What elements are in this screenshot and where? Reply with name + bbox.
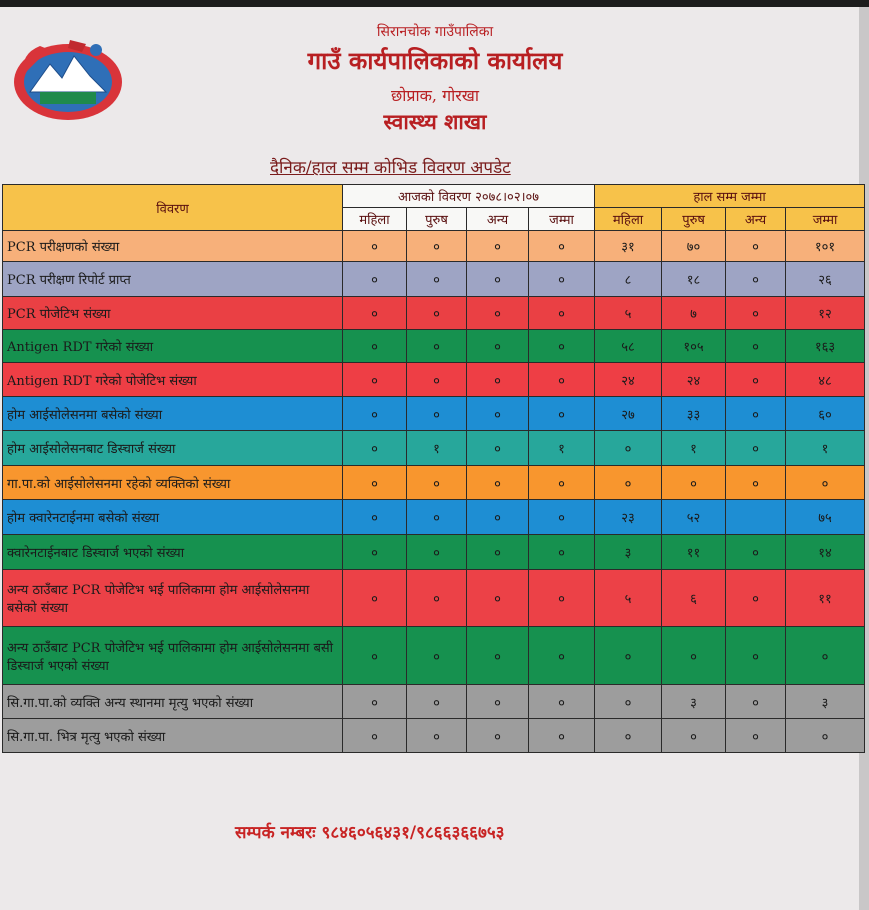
value-cell: १६३ bbox=[786, 330, 865, 363]
value-cell: ११ bbox=[662, 535, 726, 570]
value-cell: ० bbox=[343, 500, 407, 535]
value-cell: ० bbox=[595, 431, 662, 466]
value-cell: २४ bbox=[662, 363, 726, 397]
value-cell: ६० bbox=[786, 397, 865, 431]
value-cell: ० bbox=[343, 330, 407, 363]
value-cell: ० bbox=[407, 627, 467, 685]
value-cell: ० bbox=[343, 363, 407, 397]
group-header-today: आजको विवरण २०७८।०२।०७ bbox=[343, 185, 595, 208]
municipality-name: सिरानचोक गाउँपालिका bbox=[376, 24, 494, 40]
value-cell: ० bbox=[529, 297, 595, 330]
table-row bbox=[3, 535, 865, 570]
value-cell: ३३ bbox=[662, 397, 726, 431]
value-cell: १ bbox=[662, 431, 726, 466]
table-row bbox=[3, 330, 865, 363]
value-cell: ० bbox=[529, 330, 595, 363]
value-cell: ० bbox=[407, 719, 467, 753]
value-cell: ५८ bbox=[595, 330, 662, 363]
row-label: होम आईसोलेसनमा बसेको संख्या bbox=[3, 397, 343, 431]
document-title: दैनिक/हाल सम्म कोभिड विवरण अपडेट bbox=[270, 158, 511, 178]
covid-report-table bbox=[2, 184, 865, 753]
value-cell: ० bbox=[726, 719, 786, 753]
value-cell: १२ bbox=[786, 297, 865, 330]
office-header bbox=[240, 22, 630, 136]
value-cell: ० bbox=[407, 262, 467, 297]
value-cell: ० bbox=[407, 297, 467, 330]
row-label: सि.गा.पा.को व्यक्ति अन्य स्थानमा मृत्यु भएको संख्या bbox=[3, 685, 343, 719]
value-cell: ० bbox=[726, 431, 786, 466]
value-cell: ० bbox=[786, 719, 865, 753]
value-cell: ० bbox=[343, 297, 407, 330]
row-label: Antigen RDT गरेको पोजेटिभ संख्या bbox=[3, 363, 343, 397]
value-cell: ० bbox=[343, 570, 407, 627]
section-name: स्वास्थ्य शाखा bbox=[383, 109, 487, 134]
row-label: PCR परीक्षण रिपोर्ट प्राप्त bbox=[3, 262, 343, 297]
table-row bbox=[3, 431, 865, 466]
table-row bbox=[3, 397, 865, 431]
row-label: होम क्वारेनटाईनमा बसेको संख्या bbox=[3, 500, 343, 535]
value-cell: ११ bbox=[786, 570, 865, 627]
value-cell: ३१ bbox=[595, 231, 662, 262]
value-cell: ० bbox=[407, 570, 467, 627]
value-cell: ० bbox=[467, 330, 529, 363]
value-cell: ० bbox=[343, 685, 407, 719]
value-cell: ८ bbox=[595, 262, 662, 297]
table-row bbox=[3, 297, 865, 330]
value-cell: ० bbox=[529, 719, 595, 753]
value-cell: ० bbox=[467, 535, 529, 570]
value-cell: ० bbox=[467, 627, 529, 685]
value-cell: ० bbox=[786, 627, 865, 685]
value-cell: ० bbox=[529, 262, 595, 297]
value-cell: ० bbox=[343, 466, 407, 500]
row-label: अन्य ठाउँबाट PCR पोजेटिभ भई पालिकामा होम आईसोलेसनमा बसी डिस्चार्ज भएको संख्या bbox=[3, 627, 343, 685]
value-cell: १ bbox=[786, 431, 865, 466]
row-label: Antigen RDT गरेको संख्या bbox=[3, 330, 343, 363]
value-cell: ० bbox=[407, 397, 467, 431]
value-cell: ० bbox=[726, 570, 786, 627]
municipality-emblem-icon bbox=[10, 34, 126, 124]
value-cell: ० bbox=[726, 231, 786, 262]
value-cell: ० bbox=[662, 466, 726, 500]
value-cell: ० bbox=[407, 685, 467, 719]
value-cell: ० bbox=[467, 397, 529, 431]
value-cell: ० bbox=[726, 330, 786, 363]
value-cell: ० bbox=[726, 363, 786, 397]
value-cell: ० bbox=[467, 500, 529, 535]
value-cell: ० bbox=[529, 627, 595, 685]
col-header-description: विवरण bbox=[3, 185, 343, 231]
subheader-male: पुरुष bbox=[407, 208, 467, 231]
subheader-female: महिला bbox=[595, 208, 662, 231]
value-cell: ० bbox=[407, 466, 467, 500]
value-cell: ० bbox=[467, 431, 529, 466]
value-cell: ४८ bbox=[786, 363, 865, 397]
value-cell: ० bbox=[343, 431, 407, 466]
office-address: छोप्राक, गोरखा bbox=[391, 86, 479, 105]
value-cell: ५२ bbox=[662, 500, 726, 535]
value-cell: ० bbox=[529, 535, 595, 570]
subheader-total: जम्मा bbox=[529, 208, 595, 231]
value-cell: ६ bbox=[662, 570, 726, 627]
office-name: गाउँ कार्यपालिकाको कार्यालय bbox=[307, 46, 563, 75]
value-cell: ० bbox=[726, 685, 786, 719]
value-cell: ० bbox=[343, 627, 407, 685]
value-cell: ० bbox=[726, 262, 786, 297]
subheader-other: अन्य bbox=[467, 208, 529, 231]
contact-number: सम्पर्क नम्बरः ९८४६०५६४३१/९८६६३६६७५३ bbox=[235, 823, 505, 843]
value-cell: ० bbox=[467, 363, 529, 397]
value-cell: १०५ bbox=[662, 330, 726, 363]
row-label: क्वारेनटाईनबाट डिस्चार्ज भएको संख्या bbox=[3, 535, 343, 570]
value-cell: ३ bbox=[786, 685, 865, 719]
table-row bbox=[3, 570, 865, 627]
row-label: सि.गा.पा. भित्र मृत्यु भएको संख्या bbox=[3, 719, 343, 753]
value-cell: ० bbox=[529, 570, 595, 627]
value-cell: ० bbox=[407, 535, 467, 570]
value-cell: १ bbox=[529, 431, 595, 466]
value-cell: ० bbox=[343, 262, 407, 297]
value-cell: २६ bbox=[786, 262, 865, 297]
table-row bbox=[3, 466, 865, 500]
value-cell: ० bbox=[726, 297, 786, 330]
value-cell: ० bbox=[343, 231, 407, 262]
value-cell: ५ bbox=[595, 570, 662, 627]
subheader-other: अन्य bbox=[726, 208, 786, 231]
top-border bbox=[0, 0, 869, 7]
value-cell: ० bbox=[467, 685, 529, 719]
value-cell: ० bbox=[343, 397, 407, 431]
value-cell: ० bbox=[529, 363, 595, 397]
value-cell: ० bbox=[595, 466, 662, 500]
value-cell: ० bbox=[407, 231, 467, 262]
value-cell: ० bbox=[467, 297, 529, 330]
row-label: गा.पा.को आईसोलेसनमा रहेको व्यक्तिको संख्या bbox=[3, 466, 343, 500]
value-cell: ० bbox=[529, 231, 595, 262]
table-row bbox=[3, 262, 865, 297]
table-row bbox=[3, 719, 865, 753]
group-header-total: हाल सम्म जम्मा bbox=[595, 185, 865, 208]
value-cell: ७५ bbox=[786, 500, 865, 535]
value-cell: २४ bbox=[595, 363, 662, 397]
value-cell: ० bbox=[726, 466, 786, 500]
value-cell: २७ bbox=[595, 397, 662, 431]
value-cell: ५ bbox=[595, 297, 662, 330]
value-cell: ० bbox=[529, 500, 595, 535]
value-cell: ० bbox=[407, 500, 467, 535]
value-cell: ३ bbox=[662, 685, 726, 719]
value-cell: ० bbox=[662, 719, 726, 753]
value-cell: १४ bbox=[786, 535, 865, 570]
value-cell: ० bbox=[786, 466, 865, 500]
value-cell: १०१ bbox=[786, 231, 865, 262]
value-cell: ० bbox=[343, 535, 407, 570]
value-cell: ० bbox=[726, 535, 786, 570]
value-cell: ० bbox=[595, 627, 662, 685]
table-row bbox=[3, 500, 865, 535]
value-cell: १ bbox=[407, 431, 467, 466]
value-cell: १८ bbox=[662, 262, 726, 297]
value-cell: ० bbox=[467, 570, 529, 627]
table-row bbox=[3, 685, 865, 719]
value-cell: ० bbox=[407, 330, 467, 363]
row-label: PCR परीक्षणको संख्या bbox=[3, 231, 343, 262]
value-cell: ३ bbox=[595, 535, 662, 570]
row-label: PCR पोजेटिभ संख्या bbox=[3, 297, 343, 330]
value-cell: ० bbox=[529, 685, 595, 719]
row-label: होम आईसोलेसनबाट डिस्चार्ज संख्या bbox=[3, 431, 343, 466]
value-cell: ० bbox=[467, 466, 529, 500]
value-cell: ० bbox=[726, 627, 786, 685]
value-cell: ० bbox=[662, 627, 726, 685]
value-cell: २३ bbox=[595, 500, 662, 535]
value-cell: ० bbox=[467, 262, 529, 297]
subheader-male: पुरुष bbox=[662, 208, 726, 231]
table-row bbox=[3, 627, 865, 685]
value-cell: ७० bbox=[662, 231, 726, 262]
value-cell: ० bbox=[529, 466, 595, 500]
value-cell: ० bbox=[467, 231, 529, 262]
subheader-total: जम्मा bbox=[786, 208, 865, 231]
value-cell: ० bbox=[467, 719, 529, 753]
value-cell: ० bbox=[595, 719, 662, 753]
table-row bbox=[3, 231, 865, 262]
value-cell: ७ bbox=[662, 297, 726, 330]
value-cell: ० bbox=[529, 397, 595, 431]
value-cell: ० bbox=[407, 363, 467, 397]
value-cell: ० bbox=[726, 397, 786, 431]
value-cell bbox=[726, 500, 786, 535]
value-cell: ० bbox=[343, 719, 407, 753]
row-label: अन्य ठाउँबाट PCR पोजेटिभ भई पालिकामा होम आईसोलेसनमा बसेको संख्या bbox=[3, 570, 343, 627]
table-row bbox=[3, 363, 865, 397]
subheader-female: महिला bbox=[343, 208, 407, 231]
value-cell: ० bbox=[595, 685, 662, 719]
